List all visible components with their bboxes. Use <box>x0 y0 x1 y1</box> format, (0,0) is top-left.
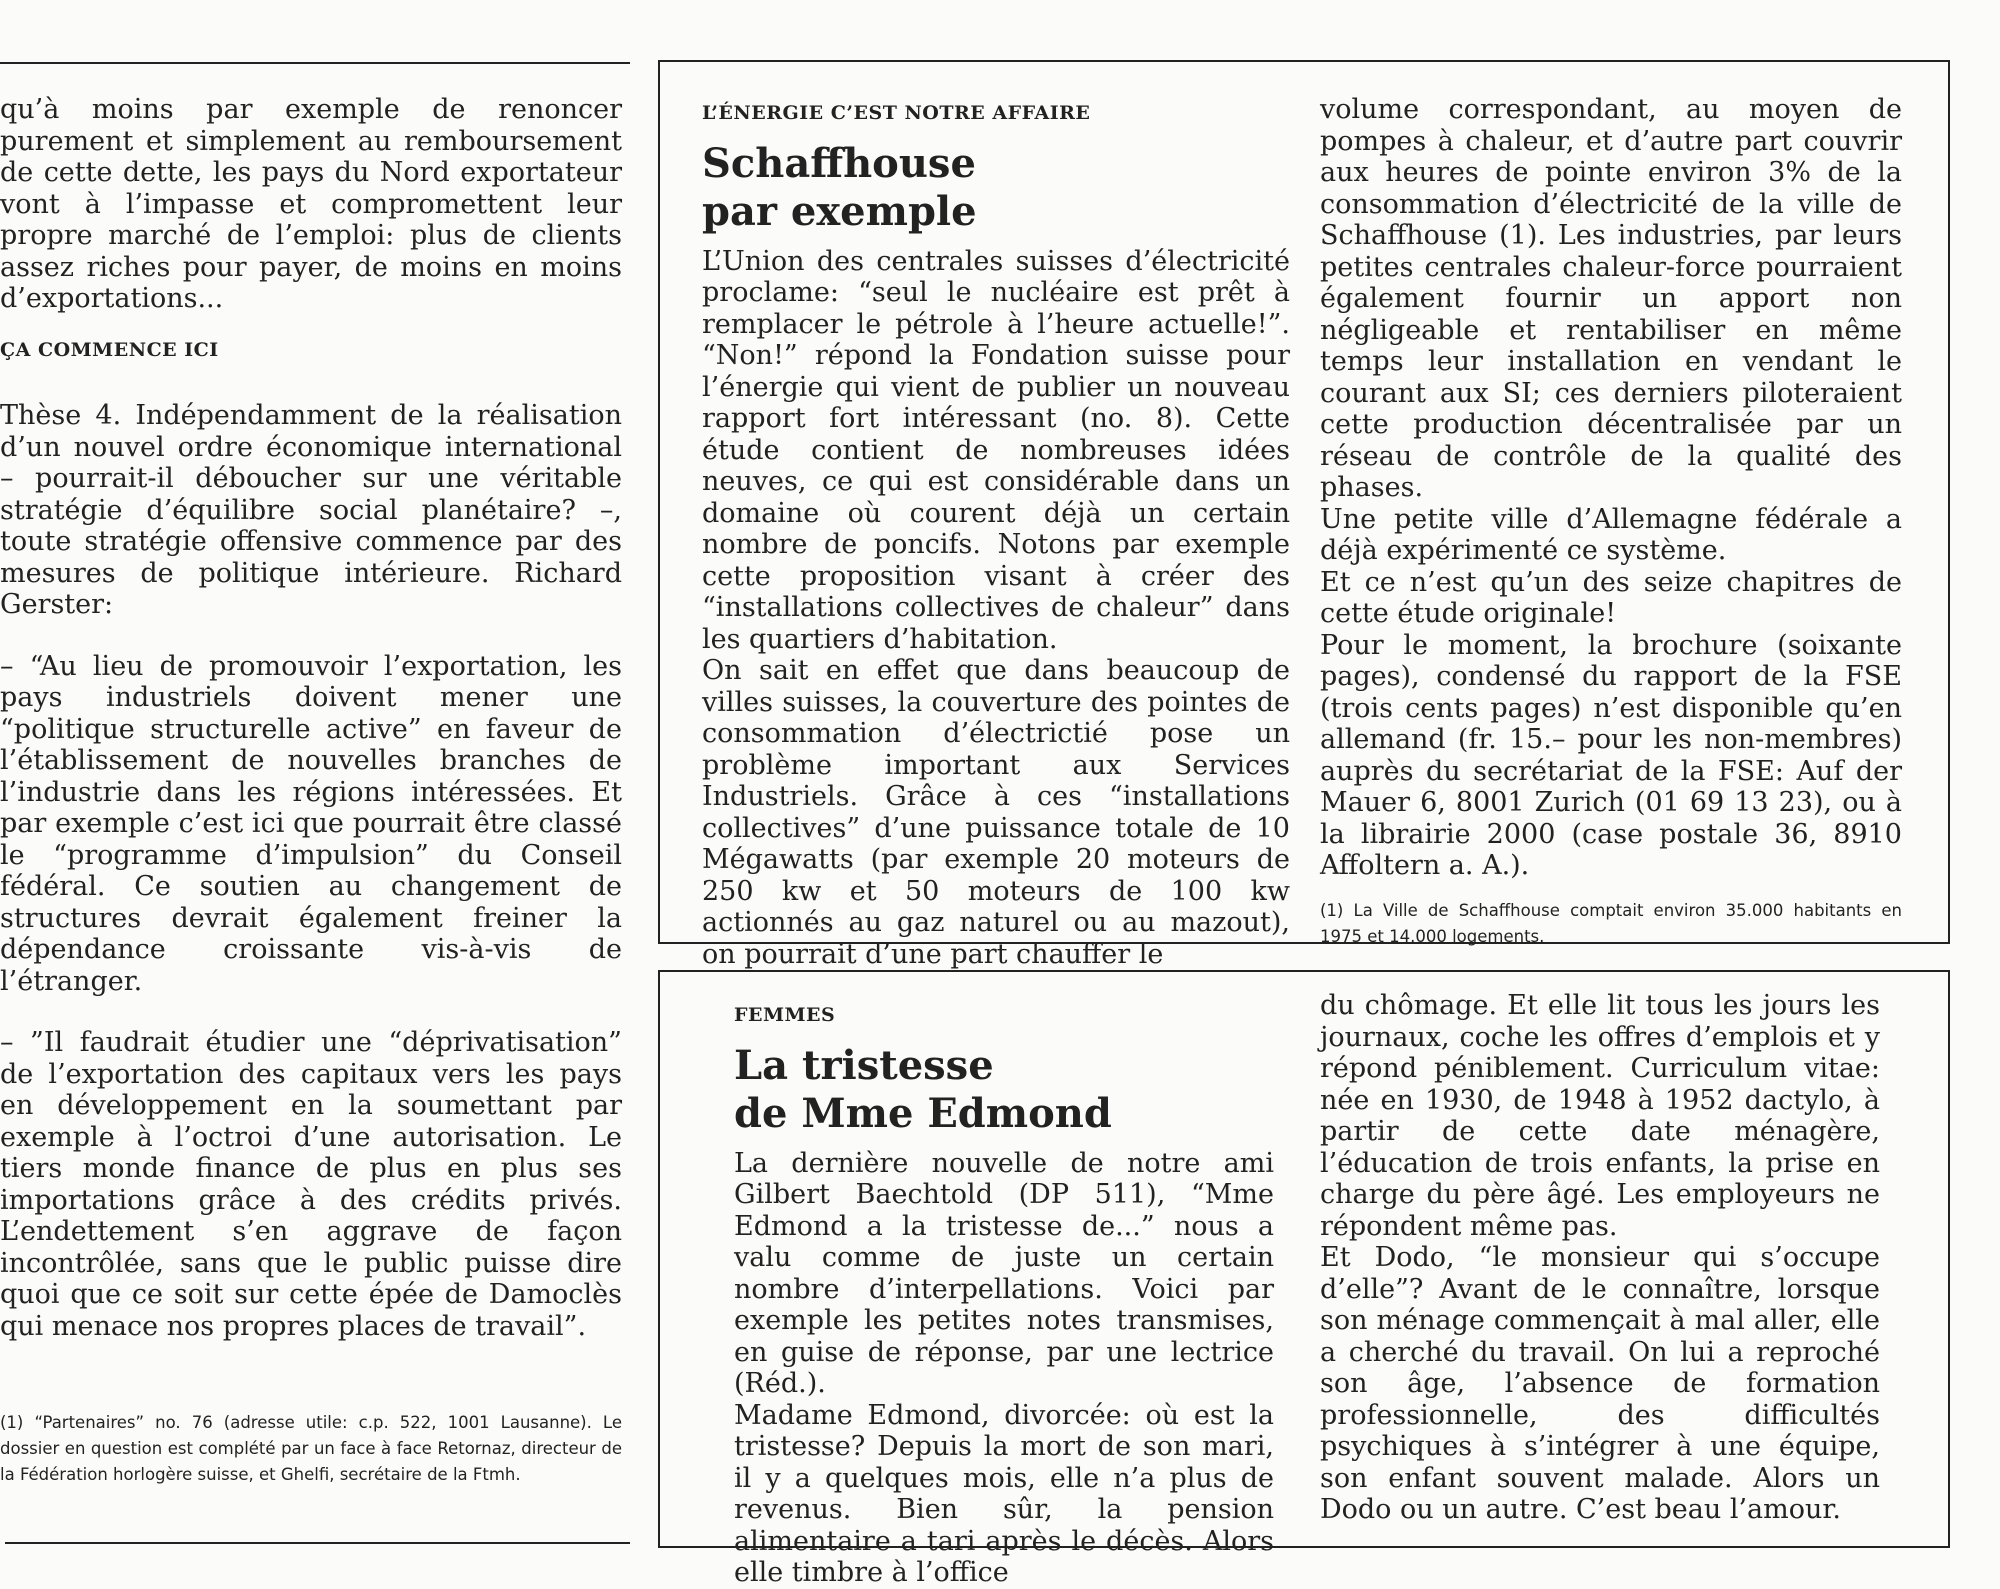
top-rule <box>0 62 630 64</box>
headline-line-1: La tristesse <box>734 1041 994 1089</box>
article-paragraph: Et ce n’est qu’un des seize chapitres de cette étude originale! <box>1320 566 1902 629</box>
article-energy-column-1 <box>702 98 1290 970</box>
article-kicker: L’ÉNERGIE C’EST NOTRE AFFAIRE <box>702 102 1091 124</box>
article-footnote: (1) La Ville de Schaffhouse comptait environ 35.000 habitants en 1975 et 14.000 logements. <box>1320 900 1902 946</box>
article-paragraph: On sait en effet que dans beaucoup de villes suisses, la couverture des pointes de consommation d’électrictié pose un problème important aux Services Industriels. Grâce à ces “installations collectives” d’une puissance totale de 10 Mégawatts (par exemple 20 moteurs de 250 kw et 50 moteurs de 100 kw actionnés au gaz naturel ou au mazout), on pourrait d’une part chauffer le <box>702 655 1290 970</box>
left-paragraph: – “Au lieu de promouvoir l’exportation, les pays industriels doivent mener une “politique structurelle active” en faveur de l’établissement de nouvelles branches de l’industrie dans les régions intéressées. Et par exemple c’est ici que pourrait être classé le “programme d’impulsion” du Conseil fédéral. Ce soutien au changement de structures devrait également freiner la dépendance croissante vis-à-vis de l’étranger. <box>0 650 622 997</box>
article-paragraph: L’Union des centrales suisses d’électricité proclame: “seul le nucléaire est prêt à remplacer le pétrole à l’heure actuelle!”. “Non!” répond la Fondation suisse pour l’énergie qui vient de publier un nouveau rapport fort intéressant (no. 8). Cette étude contient de nombreuses idées neuves, ce qui est considérable dans un domaine où courent déjà un certain nombre de poncifs. Notons par exemple cette proposition visant à créer des “installations collectives de chaleur” dans les quartiers d’habitation. <box>702 245 1290 655</box>
article-headline <box>702 140 1290 236</box>
article-paragraph: Pour le moment, la brochure (soixante pages), condensé du rapport de la FSE (trois cents pages) n’est disponible qu’en allemand (fr. 15.– pour les non-membres) auprès du secrétariat de la FSE: Auf der Mauer 6, 8001 Zurich (01 69 13 23), ou à la librairie 2000 (case postale 36, 8910 Affoltern a. A.). <box>1320 629 1902 881</box>
headline-line-2: de Mme Edmond <box>734 1089 1112 1137</box>
article-kicker: FEMMES <box>734 1004 836 1026</box>
left-paragraph: Thèse 4. Indépendamment de la réalisation d’un nouvel ordre économique international – pourrait-il déboucher sur une véritable stratégie d’équilibre social planétaire? –, toute stratégie offensive commence par des mesures de politique intérieure. Richard Gerster: <box>0 400 622 620</box>
article-femmes-column-2 <box>1320 990 1880 1526</box>
article-paragraph: Madame Edmond, divorcée: où est la tristesse? Depuis la mort de son mari, il y a quelques mois, elle n’a plus de revenus. Bien sûr, la pension alimentaire a tari après le décès. Alors elle timbre à l’office <box>734 1399 1274 1588</box>
article-paragraph: Une petite ville d’Allemagne fédérale a déjà expérimenté ce système. <box>1320 503 1902 566</box>
article-headline <box>734 1042 1274 1138</box>
article-paragraph: La dernière nouvelle de notre ami Gilbert Baechtold (DP 511), “Mme Edmond a la tristesse de...” nous a valu comme de juste un certain nombre d’interpellations. Voici par exemple les petites notes transmises, en guise de réponse, par une lectrice (Réd.). <box>734 1147 1274 1399</box>
article-paragraph: du chômage. Et elle lit tous les jours les journaux, coche les offres d’emplois et y répond péniblement. Curriculum vitae: née en 1930, de 1948 à 1952 dactylo, à partir de cette date ménagère, l’éducation de trois enfants, la prise en charge du père âgé. Les employeurs ne répondent même pas. <box>1320 990 1880 1242</box>
headline-line-2: par exemple <box>702 187 977 235</box>
section-kicker: ÇA COMMENCE ICI <box>0 338 219 361</box>
article-femmes-box <box>658 970 1950 1588</box>
left-column <box>0 94 622 1372</box>
article-paragraph: Et Dodo, “le monsieur qui s’occupe d’elle”? Avant de le connaître, lorsque son ménage commençait à mal aller, elle a cherché du travail. On lui a reproché son âge, l’absence de formation professionnelle, des difficultés psychiques à s’intégrer à une équipe, son enfant souvent malade. Alors un Dodo ou un autre. C’est beau l’amour. <box>1320 1242 1880 1525</box>
headline-line-1: Schaffhouse <box>702 139 976 187</box>
left-paragraph: – ”Il faudrait étudier une “déprivatisation” de l’exportation des capitaux vers les pays en développement en la soumettant par exemple à l’octroi d’une autorisation. Le tiers monde finance de plus en plus ses importations grâce à des crédits privés. L’endettement s’en aggrave de façon incontrôlée, sans que le public puisse dire quoi que ce soit sur cette épée de Damoclès qui menace nos propres places de travail”. <box>0 1027 622 1342</box>
article-energy-box <box>658 60 1950 970</box>
article-energy-column-2 <box>1320 94 1902 950</box>
left-footnote: (1) “Partenaires” no. 76 (adresse utile: c.p. 522, 1001 Lausanne). Le dossier en question est complété par un face à face Retornaz, directeur de la Fédération horlogère suisse, et Ghelfi, secrétaire de la Ftmh. <box>0 1413 622 1484</box>
article-femmes-column-1 <box>734 1000 1274 1589</box>
left-intro-paragraph: qu’à moins par exemple de renoncer purement et simplement au remboursement de cette dette, les pays du Nord exportateur vont à l’impasse et compromettent leur propre marché de l’emploi: plus de clients assez riches pour payer, de moins en moins d’exportations... <box>0 94 622 314</box>
bottom-rule <box>5 1542 630 1544</box>
article-paragraph: volume correspondant, au moyen de pompes à chaleur, et d’autre part couvrir aux heures de pointe environ 3% de la consommation d’électricité de la ville de Schaffhouse (1). Les industries, par leurs petites centrales chaleur-force pourraient également fournir un apport non négligeable et rentabiliser en même temps leur installation en vendant le courant aux SI; ces derniers piloteraient cette production décentralisée par un réseau de contrôle de la qualité des phases. <box>1320 94 1902 503</box>
